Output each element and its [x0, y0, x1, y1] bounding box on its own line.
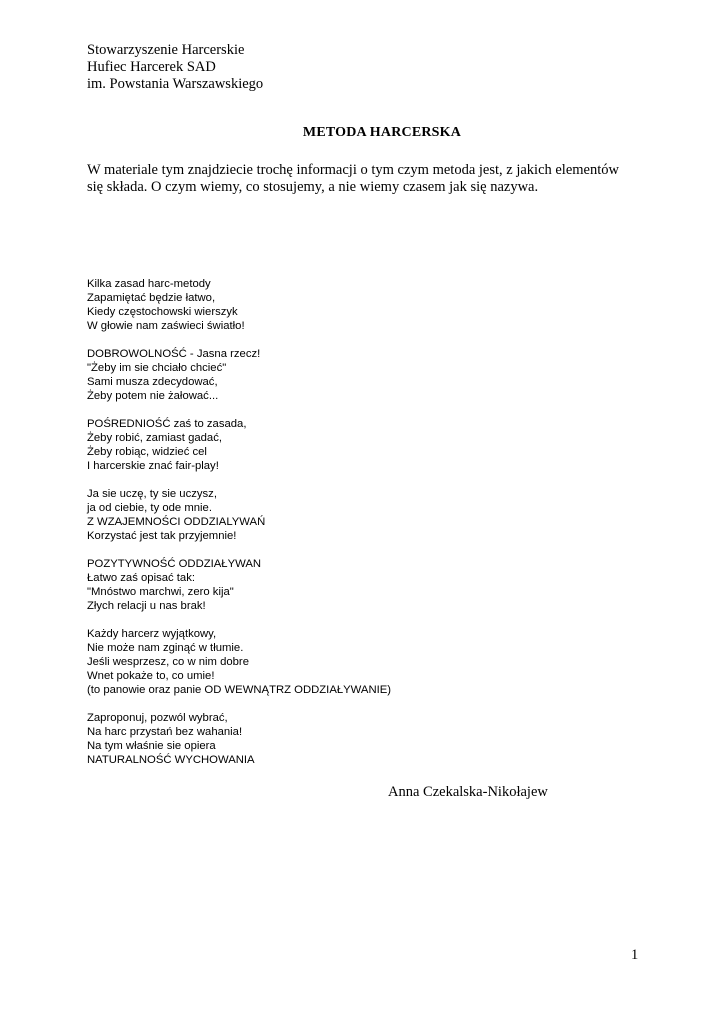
- poem-line: Z WZAJEMNOŚCI ODDZIALYWAŃ: [87, 516, 266, 528]
- poem: [87, 277, 391, 781]
- poem-line: Żeby robić, zamiast gadać,: [87, 432, 222, 444]
- poem-stanza: [87, 557, 391, 613]
- poem-stanza: [87, 277, 391, 333]
- poem-line: Jeśli wesprzesz, co w nim dobre: [87, 656, 249, 668]
- intro-paragraph: [87, 162, 647, 196]
- organization-header: [87, 42, 263, 93]
- poem-line: Kiedy częstochowski wierszyk: [87, 306, 238, 318]
- poem-line: Kilka zasad harc-metody: [87, 278, 211, 290]
- intro-line: się składa. O czym wiemy, co stosujemy, a nie wiemy czasem jak się nazywa.: [87, 179, 539, 195]
- poem-line: Na harc przystań bez wahania!: [87, 726, 243, 738]
- poem-line: Zapamiętać będzie łatwo,: [87, 292, 216, 304]
- poem-stanza: [87, 417, 391, 473]
- poem-line: POŚREDNIOŚĆ zaś to zasada,: [87, 418, 247, 430]
- poem-line: Ja sie uczę, ty sie uczysz,: [87, 488, 217, 500]
- poem-line: Zaproponuj, pozwól wybrać,: [87, 712, 228, 724]
- header-line: im. Powstania Warszawskiego: [87, 76, 264, 92]
- poem-line: Na tym właśnie sie opiera: [87, 740, 216, 752]
- poem-line: Złych relacji u nas brak!: [87, 600, 206, 612]
- poem-line: NATURALNOŚĆ WYCHOWANIA: [87, 754, 255, 766]
- poem-stanza: [87, 487, 391, 543]
- header-line: Hufiec Harcerek SAD: [87, 59, 216, 75]
- intro-line: W materiale tym znajdziecie trochę informacji o tym czym metoda jest, z jakich elementów: [87, 162, 619, 178]
- poem-line: I harcerskie znać fair-play!: [87, 460, 219, 472]
- page-number: 1: [631, 947, 639, 963]
- poem-stanza: [87, 711, 391, 767]
- author-signature: Anna Czekalska-Nikołajew: [388, 784, 548, 800]
- poem-line: Żeby robiąc, widzieć cel: [87, 446, 207, 458]
- poem-line: Łatwo zaś opisać tak:: [87, 572, 196, 584]
- poem-stanza: [87, 347, 391, 403]
- document-title: METODA HARCERSKA: [302, 125, 462, 140]
- header-line: Stowarzyszenie Harcerskie: [87, 42, 245, 58]
- poem-line: Każdy harcerz wyjątkowy,: [87, 628, 217, 640]
- poem-line: Korzystać jest tak przyjemnie!: [87, 530, 237, 542]
- poem-line: Nie może nam zginąć w tłumie.: [87, 642, 244, 654]
- poem-line: DOBROWOLNOŚĆ - Jasna rzecz!: [87, 348, 261, 360]
- poem-line: POZYTYWNOŚĆ ODDZIAŁYWAN: [87, 558, 262, 570]
- poem-line: W głowie nam zaświeci światło!: [87, 320, 245, 332]
- document-title-row: [0, 125, 724, 141]
- poem-line: ja od ciebie, ty ode mnie.: [87, 502, 212, 514]
- poem-line: Wnet pokaże to, co umie!: [87, 670, 215, 682]
- poem-line: (to panowie oraz panie OD WEWNĄTRZ ODDZIAŁYWANIE): [87, 684, 392, 696]
- poem-line: Sami musza zdecydować,: [87, 376, 218, 388]
- poem-line: "Mnóstwo marchwi, zero kija": [87, 586, 234, 598]
- poem-line: "Żeby im sie chciało chcieć": [87, 362, 227, 374]
- poem-stanza: [87, 627, 391, 697]
- poem-line: Żeby potem nie żałować...: [87, 390, 219, 402]
